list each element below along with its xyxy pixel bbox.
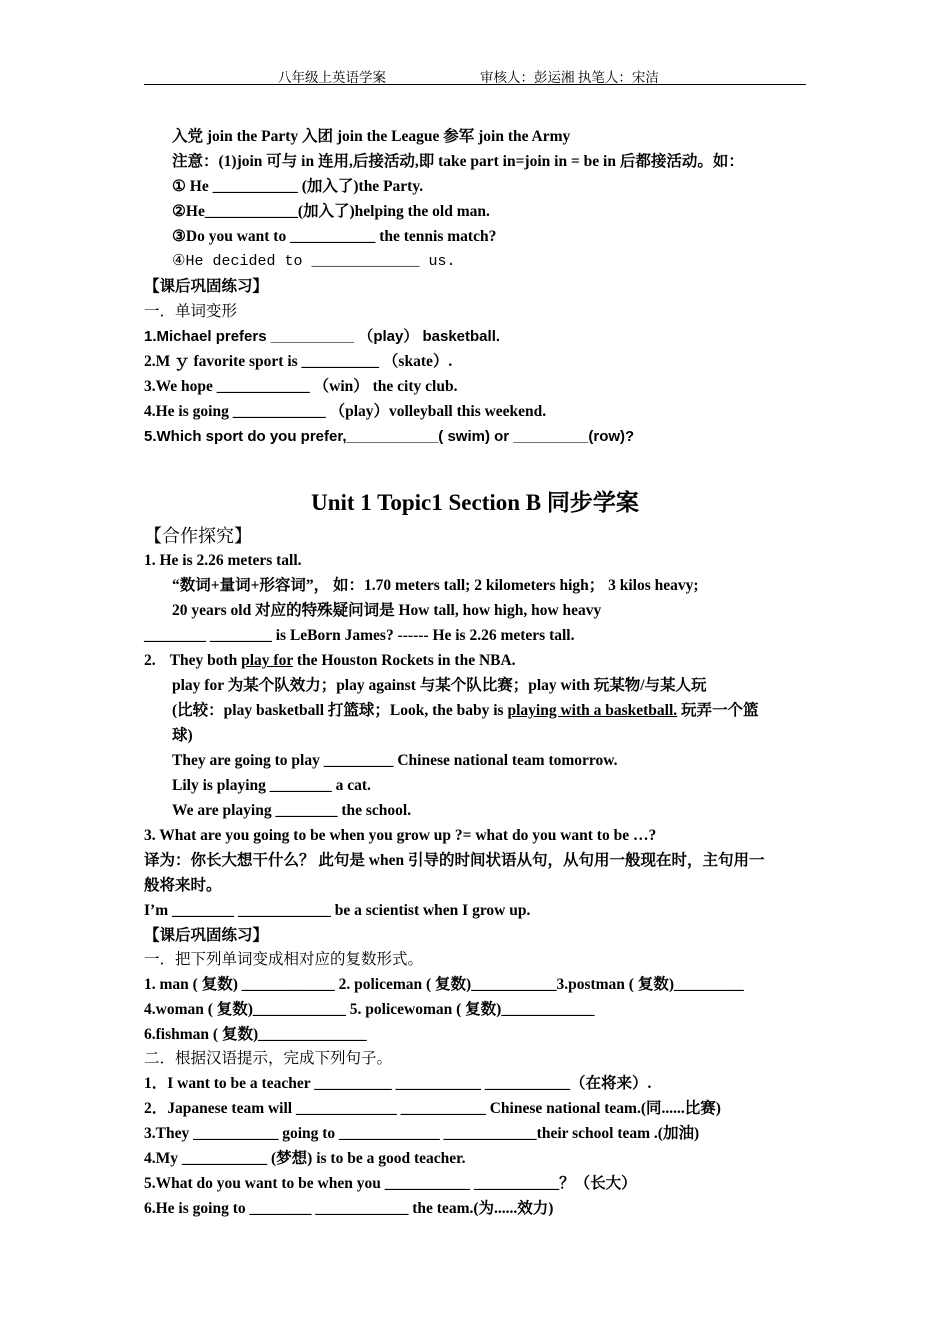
point-1: 1. He is 2.26 meters tall. <box>144 552 302 569</box>
example-2: ②He____________(加入了)helping the old man. <box>172 203 490 220</box>
exercise-5: 5.Which sport do you prefer,___________( swim) or _________(row)? <box>144 428 635 445</box>
exercise-2: 2.M ｙ favorite sport is __________ （skate）. <box>144 353 453 370</box>
comparison-pre: (比较：play basketball 打篮球；Look, the baby is <box>172 702 508 719</box>
point-3-translation: 译为：你长大想干什么？ 此句是 when 引导的时间状语从句，从句用一般现在时，主句用一 <box>144 852 765 869</box>
translate-1: 1．I want to be a teacher __________ ___________ ___________（在将来）. <box>144 1075 652 1092</box>
point-2-exercise-1: They are going to play _________ Chinese national team tomorrow. <box>172 752 618 769</box>
point-1-rule: “数词+量词+形容词”， 如：1.70 meters tall; 2 kilometers high； 3 kilos heavy; <box>172 577 699 594</box>
translate-5: 5.What do you want to be when you ___________ ___________？（长大） <box>144 1175 637 1192</box>
point-2-phrases: play for 为某个队效力；play against 与某个队比赛；play with 玩某物/与某人玩 <box>172 677 707 694</box>
join-phrases: 入党 join the Party 入团 join the League 参军 join the Army <box>172 128 571 145</box>
point-1-question-words: 20 years old 对应的特殊疑问词是 How tall, how high, how heavy <box>172 602 602 619</box>
comparison-post: 玩弄一个篮 <box>677 702 759 719</box>
translate-2: 2．Japanese team will _____________ ___________ Chinese national team.(同......比赛) <box>144 1100 721 1117</box>
header-course: 八年级上英语学案 <box>278 70 386 85</box>
translate-4: 4.My ___________ (梦想) is to be a good teacher. <box>144 1150 466 1167</box>
plural-row-3: 6.fishman ( 复数)______________ <box>144 1026 367 1043</box>
point-2 <box>144 651 516 671</box>
point-2-exercise-3: We are playing ________ the school. <box>172 802 412 819</box>
point-2-text-pre: They both <box>169 652 242 669</box>
point-1-exercise: ________ ________ is LeBorn James? ------ He is 2.26 meters tall. <box>144 627 575 644</box>
join-note: 注意：(1)join 可与 in 连用,后接活动,即 take part in=join in = be in 后都接活动。如： <box>172 153 744 170</box>
point-3-exercise: I’m ________ ____________ be a scientist when I grow up. <box>144 902 531 919</box>
cooperation-heading: 【合作探究】 <box>144 526 252 546</box>
comparison-underlined: playing with a basketball. <box>507 702 678 719</box>
point-3: 3. What are you going to be when you grow up ?= what do you want to be …? <box>144 827 657 844</box>
example-1: ① He ___________ (加入了)the Party. <box>172 178 424 195</box>
header-authors: 审核人：彭运湘 执笔人：宋洁 <box>480 70 659 85</box>
translate-3: 3.They ___________ going to _____________ ____________their school team .(加油) <box>144 1125 700 1142</box>
example-4: ④He decided to ____________ us. <box>172 253 456 270</box>
point-2-comparison-end: 球) <box>172 727 193 744</box>
exercise-4: 4.He is going ____________ （play）volleyball this weekend. <box>144 403 547 420</box>
plural-heading: 一．把下列单词变成相对应的复数形式。 <box>144 951 424 968</box>
point-2-number: 2. <box>144 652 156 669</box>
page-header <box>144 64 806 85</box>
point-3-translation-end: 般将来时。 <box>144 877 222 894</box>
plural-row-2: 4.woman ( 复数)____________ 5. policewoman ( 复数)____________ <box>144 1001 595 1018</box>
example-3: ③Do you want to ___________ the tennis match? <box>172 228 497 245</box>
point-2-underlined: play for <box>241 652 293 669</box>
exercise-3: 3.We hope ____________ （win） the city club. <box>144 378 458 395</box>
translate-heading: 二．根据汉语提示，完成下列句子。 <box>144 1050 393 1067</box>
point-2-exercise-2: Lily is playing ________ a cat. <box>172 777 371 794</box>
word-forms-heading: 一．单词变形 <box>144 303 238 320</box>
page-title: Unit 1 Topic1 Section B 同步学案 <box>311 490 639 515</box>
exercise-1: 1.Michael prefers __________ （play） basketball. <box>144 328 501 345</box>
practice-heading-2: 【课后巩固练习】 <box>144 927 269 944</box>
point-2-comparison <box>172 701 759 721</box>
point-2-text-post: the Houston Rockets in the NBA. <box>292 652 516 669</box>
practice-heading: 【课后巩固练习】 <box>144 278 269 295</box>
plural-row-1: 1. man ( 复数) ____________ 2. policeman ( 复数)___________3.postman ( 复数)_________ <box>144 976 744 993</box>
translate-6: 6.He is going to ________ ____________ the team.(为......效力) <box>144 1200 554 1217</box>
